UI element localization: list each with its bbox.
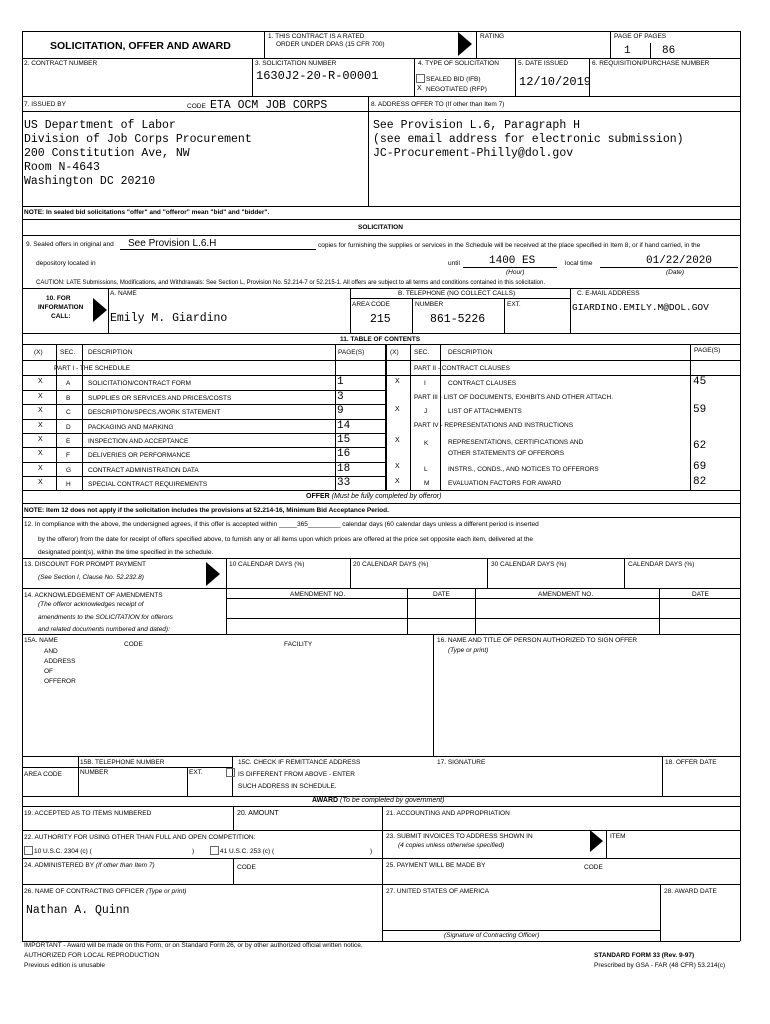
issued-code-label: CODE — [187, 103, 206, 110]
toc-mark: X — [38, 465, 43, 472]
paren-close: ) — [370, 848, 373, 855]
facility-label: FACILITY — [284, 641, 313, 648]
number-label: NUMBER — [80, 769, 109, 776]
info-label-line: CALL: — [51, 313, 71, 320]
contact-number: 861-5226 — [430, 313, 486, 326]
item9-provision: See Provision L.6.H — [128, 238, 217, 249]
local-time-label: local time — [565, 260, 593, 267]
contracting-officer-name: Nathan A. Quinn — [26, 904, 130, 917]
type-or-print-note: (Type or print) — [448, 647, 489, 654]
rating-label: RATING — [480, 33, 505, 40]
authority-label: 22. AUTHORITY FOR USING OTHER THAN FULL AND OPEN COMPETITION: — [24, 834, 256, 841]
toc-sec: F — [66, 452, 70, 459]
deadline-date: 01/22/2020 — [646, 255, 713, 267]
toc-mark: X — [38, 393, 43, 400]
toc-sec: A — [66, 380, 71, 387]
date-issued-label: 5. DATE ISSUED — [518, 60, 569, 67]
award-heading-title: AWARD — [312, 797, 339, 804]
number-label: NUMBER — [415, 301, 444, 308]
offer-heading — [306, 493, 441, 500]
toc-pages: 1 — [337, 376, 344, 388]
toc-sec: K — [424, 440, 429, 447]
toc-pages: 69 — [693, 461, 707, 473]
amendment-date-label: DATE — [433, 591, 450, 598]
item9-text: copies for furnishing the supplies or services in the Schedule will be received at the place specified in Item 8, or if hand carried, in the — [318, 242, 701, 249]
offer-date-label: 18. OFFER DATE — [665, 759, 717, 766]
toc-mark: X — [38, 378, 43, 385]
toc-mark: X — [38, 479, 43, 486]
toc-row-divider — [22, 476, 385, 477]
toc-mark: X — [38, 436, 43, 443]
toc-sec: B — [66, 395, 71, 402]
toc-pages: 82 — [693, 476, 707, 488]
remittance-checkbox[interactable] — [226, 768, 235, 777]
toc-col-sec: SEC. — [60, 349, 76, 356]
toc-sec: M — [424, 480, 430, 487]
offer-address-line: See Provision L.6, Paragraph H — [373, 119, 581, 132]
usc-253-label: 41 U.S.C. 253 (c) ( — [220, 848, 275, 855]
toc-desc: CONTRACT ADMINISTRATION DATA — [88, 467, 199, 474]
toc-desc: CONTRACT CLAUSES — [448, 380, 517, 387]
usc-2304-label: 10 U.S.C. 2304 (c) ( — [34, 848, 92, 855]
toc-part-3: PART III - LIST OF DOCUMENTS, EXHIBITS AND OTHER ATTACH. — [414, 394, 613, 401]
contract-number-label: 2. CONTRACT NUMBER — [24, 60, 98, 67]
caution-text: CAUTION: LATE Submissions, Modifications, and Withdrawals: See Section L, Provision No. 52.214-7 or 52.215-1. All offers are subject to all terms and conditions contained in this solicitation. — [36, 280, 546, 286]
discount-calendar-days: CALENDAR DAYS (%) — [628, 561, 695, 568]
item12-line: by the offeror) from the date for receipt of offers specified above, to furnish any or all items upon which prices are offered at the price set opposite each item, delivered at the — [38, 536, 533, 543]
amendment-no-label: AMENDMENT NO. — [538, 591, 594, 598]
prescribed-by: Prescribed by GSA - FAR (48 CFR) 53.214(c) — [594, 962, 726, 969]
solicitation-number-label: 3. SOLICITATION NUMBER — [255, 60, 337, 67]
toc-col-desc: DESCRIPTION — [448, 349, 493, 356]
toc-desc: DESCRIPTION/SPECS./WORK STATEMENT — [88, 409, 221, 416]
form-title: SOLICITATION, OFFER AND AWARD — [50, 40, 231, 52]
discount-30-days: 30 CALENDAR DAYS (%) — [491, 561, 567, 568]
contracting-officer-note: (Type or print) — [146, 888, 187, 895]
pointer-arrow-icon — [458, 32, 472, 56]
date-label: (Date) — [666, 269, 685, 276]
issued-address-line: US Department of Labor — [24, 119, 176, 132]
contact-email[interactable]: GIARDINO.EMILY.M@DOL.GOV — [572, 302, 709, 313]
solicitation-heading: SOLICITATION — [358, 224, 403, 231]
sealed-bid-note: NOTE: In sealed bid solicitations "offer" and "offeror" mean "bid" and "bidder". — [24, 209, 270, 216]
toc-desc: SPECIAL CONTRACT REQUIREMENTS — [88, 481, 208, 488]
toc-desc: INSTRS., CONDS., AND NOTICES TO OFFERORS — [448, 466, 599, 473]
signature-officer-note: (Signature of Contracting Officer) — [444, 932, 540, 939]
remittance-label-line: SUCH ADDRESS IN SCHEDULE. — [238, 783, 337, 790]
toc-sec: L — [424, 466, 428, 473]
amount-label: 20. AMOUNT — [237, 810, 279, 817]
toc-desc: EVALUATION FACTORS FOR AWARD — [448, 480, 562, 487]
issued-address-line: 200 Constitution Ave, NW — [24, 147, 190, 160]
payment-by-label: 25. PAYMENT WILL BE MADE BY — [386, 862, 486, 869]
page-count: 86 — [662, 45, 676, 57]
toc-col-x: (X) — [34, 349, 43, 356]
pointer-arrow-icon — [590, 830, 603, 852]
offeror-code-label: CODE — [124, 641, 143, 648]
issued-address-line: Washington DC 20210 — [24, 175, 156, 188]
telephone-label: B. TELEPHONE (NO COLLECT CALLS) — [398, 290, 516, 297]
toc-mark: X — [395, 406, 400, 413]
telephone-15b-label: 15B. TELEPHONE NUMBER — [80, 759, 165, 766]
toc-part-1: PART I - THE SCHEDULE — [54, 365, 131, 372]
toc-sec: E — [66, 438, 71, 445]
toc-desc: INSPECTION AND ACCEPTANCE — [88, 438, 189, 445]
toc-pages: 15 — [337, 434, 351, 446]
rated-order-label: 1. THIS CONTRACT IS A RATED — [268, 33, 365, 40]
ext-label: EXT. — [189, 769, 203, 776]
page-of-pages-label: PAGE OF PAGES — [614, 33, 667, 40]
toc-desc: PACKAGING AND MARKING — [88, 424, 174, 431]
offer-address-line: JC-Procurement-Philly@dol.gov — [373, 147, 574, 160]
offer-heading-title: OFFER — [306, 493, 330, 500]
remittance-label-line: 15C. CHECK IF REMITTANCE ADDRESS — [238, 759, 361, 766]
area-code-label: AREA CODE — [24, 771, 62, 778]
united-states-label: 27. UNITED STATES OF AMERICA — [386, 888, 490, 895]
toc-pages: 3 — [337, 391, 344, 403]
email-label: C. E-MAIL ADDRESS — [577, 290, 640, 297]
award-heading — [312, 797, 444, 804]
negotiated-checkbox-mark[interactable]: X — [417, 85, 422, 92]
until-label: until — [448, 260, 460, 267]
toc-pages: 33 — [337, 477, 351, 489]
contact-name-label: A. NAME — [110, 290, 137, 297]
toc-mark: X — [395, 378, 400, 385]
toc-sec: G — [66, 467, 72, 474]
payment-code-label: CODE — [584, 864, 603, 871]
toc-col-desc: DESCRIPTION — [88, 349, 133, 356]
offer-address — [373, 119, 684, 161]
discount-10-days: 10 CALENDAR DAYS (%) — [229, 561, 305, 568]
deadline-hour: 1400 ES — [489, 255, 536, 267]
item-label: ITEM — [610, 833, 626, 840]
item12-line: designated point(s), within the time specified in the schedule. — [38, 549, 214, 556]
depository-label: depository located in — [36, 260, 96, 267]
sealed-bid-checkbox[interactable] — [416, 74, 425, 83]
contact-name: Emily M. Giardino — [110, 312, 228, 325]
area-code-label: AREA CODE — [352, 301, 390, 308]
toc-mark: X — [38, 450, 43, 457]
toc-col-x: (X) — [390, 349, 399, 356]
issued-code: ETA OCM JOB CORPS — [210, 99, 328, 112]
invoice-address-label: 23. SUBMIT INVOICES TO ADDRESS SHOWN IN — [386, 833, 533, 840]
toc-col-pages: PAGE(S) — [694, 347, 721, 354]
paren-close: ) — [192, 848, 195, 855]
type-of-solicitation-label: 4. TYPE OF SOLICITATION — [418, 60, 499, 67]
date-issued: 12/10/2019 — [519, 75, 592, 89]
toc-desc: DELIVERIES OR PERFORMANCE — [88, 452, 191, 459]
toc-heading: 11. TABLE OF CONTENTS — [340, 336, 421, 343]
toc-sec: C — [66, 409, 71, 416]
toc-row-divider — [22, 433, 385, 434]
toc-pages: 9 — [337, 405, 344, 417]
hour-label: (Hour) — [506, 269, 525, 276]
contracting-officer-text: 26. NAME OF CONTRACTING OFFICER — [24, 888, 145, 895]
toc-mark: X — [38, 407, 43, 414]
toc-col-sec: SEC. — [414, 349, 430, 356]
toc-row-divider — [22, 462, 385, 463]
discount-20-days: 20 CALENDAR DAYS (%) — [353, 561, 429, 568]
signer-name-label: 16. NAME AND TITLE OF PERSON AUTHORIZED TO SIGN OFFER — [437, 637, 638, 644]
amendment-no-label: AMENDMENT NO. — [290, 591, 346, 598]
toc-mark: X — [395, 463, 400, 470]
administered-by-text: 24. ADMINISTERED BY — [24, 862, 94, 869]
offeror-label-line: OFFEROR — [44, 678, 76, 685]
toc-pages: 59 — [693, 404, 707, 416]
accepted-items-label: 19. ACCEPTED AS TO ITEMS NUMBERED — [24, 810, 152, 817]
toc-desc: SUPPLIES OR SERVICES AND PRICES/COSTS — [88, 395, 232, 402]
toc-pages: 14 — [337, 420, 351, 432]
discount-label: 13. DISCOUNT FOR PROMPT PAYMENT — [24, 561, 146, 568]
offeror-name-label: 15A. NAME — [24, 637, 58, 644]
ack-note-line: and related documents numbered and dated): — [38, 626, 170, 633]
toc-sec: I — [424, 380, 426, 387]
toc-mark: X — [38, 422, 43, 429]
toc-col-pages: PAGE(S) — [338, 349, 365, 356]
solicitation-number: 1630J2-20-R-00001 — [256, 69, 379, 83]
authorized-reproduction: AUTHORIZED FOR LOCAL REPRODUCTION — [24, 952, 160, 959]
accounting-label: 21. ACCOUNTING AND APPROPRIATION — [386, 810, 510, 817]
toc-desc: OTHER STATEMENTS OF OFFERORS — [448, 450, 565, 457]
previous-edition: Previous edition is unusable — [24, 962, 105, 969]
offer-heading-note: (Must be fully completed by offeror) — [331, 493, 442, 500]
toc-desc: LIST OF ATTACHMENTS — [448, 408, 522, 415]
requisition-number-label: 6. REQUISITION/PURCHASE NUMBER — [592, 60, 710, 67]
toc-sec: D — [66, 424, 71, 431]
toc-row-divider — [22, 404, 385, 405]
offeror-label-line: OF — [44, 668, 54, 675]
page-number: 1 — [624, 45, 631, 57]
issued-by-label: 7. ISSUED BY — [24, 101, 66, 108]
toc-pages: 45 — [693, 376, 707, 388]
amendment-date-label: DATE — [692, 591, 709, 598]
note-12: NOTE: Item 12 does not apply if the solicitation includes the provisions at 52.214-16, Minimum Bid Acceptance Period. — [24, 507, 389, 514]
administered-by-note: (If other than Item 7) — [95, 862, 155, 869]
issued-address — [24, 119, 252, 189]
item12-line: 12. In compliance with the above, the undersigned agrees, if this offer is accepted within _____365_________ calendar days (60 calendar days unless a different period is inserted — [24, 521, 539, 528]
ext-label: EXT. — [507, 301, 521, 308]
contact-area-code: 215 — [370, 313, 391, 326]
invoice-copies-note: (4 copies unless otherwise specified) — [398, 842, 505, 849]
ack-note-line: (The offeror acknowledges receipt of — [38, 601, 144, 608]
toc-pages: 18 — [337, 463, 351, 475]
info-label-line: INFORMATION — [38, 304, 84, 311]
toc-mark: X — [395, 478, 400, 485]
remittance-label-line: IS DIFFERENT FROM ABOVE - ENTER — [238, 771, 355, 778]
issued-address-line: Division of Job Corps Procurement — [24, 133, 252, 146]
usc-2304-checkbox[interactable] — [24, 846, 33, 855]
important-note: IMPORTANT - Award will be made on this Form, or on Standard Form 26, or by other authorized official written notice. — [24, 942, 363, 949]
toc-sec: J — [424, 408, 428, 415]
ack-label: 14. ACKNOWLEDGEMENT OF AMENDMENTS — [24, 592, 163, 599]
toc-sec: H — [66, 481, 71, 488]
toc-row-divider — [22, 447, 385, 448]
toc-part-2: PART II - CONTRACT CLAUSES — [414, 365, 510, 372]
signature-label: 17. SIGNATURE — [437, 759, 486, 766]
offer-address-line: (see email address for electronic submission) — [373, 133, 684, 146]
administered-by-label — [24, 862, 155, 869]
item9-label: 9. Sealed offers in original and — [26, 241, 114, 248]
address-offer-label: 8. ADDRESS OFFER TO (If other than Item 7) — [371, 101, 505, 108]
ack-note-line: amendments to the SOLICITATION for offerors — [38, 614, 173, 621]
offeror-label-line: AND — [44, 648, 58, 655]
offeror-label-line: ADDRESS — [44, 658, 76, 665]
toc-row-divider — [22, 419, 385, 420]
negotiated-label: NEGOTIATED (RFP) — [426, 86, 487, 93]
award-date-label: 28. AWARD DATE — [664, 888, 717, 895]
administered-code-label: CODE — [237, 864, 256, 871]
toc-pages: 62 — [693, 440, 707, 452]
toc-desc: SOLICITATION/CONTRACT FORM — [88, 380, 191, 387]
sealed-bid-label: SEALED BID (IFB) — [426, 76, 481, 83]
pointer-arrow-icon — [206, 562, 220, 586]
toc-pages: 16 — [337, 448, 351, 460]
toc-row-divider — [22, 390, 385, 391]
info-label-line: 10. FOR — [46, 295, 71, 302]
pointer-arrow-icon — [93, 298, 107, 322]
rated-order-label-2: ORDER UNDER DPAS (15 CFR 700) — [276, 41, 385, 48]
standard-form-label: STANDARD FORM 33 (Rev. 9-97) — [594, 952, 695, 959]
contracting-officer-label — [24, 888, 186, 895]
award-heading-note: (To be completed by government) — [340, 797, 445, 804]
toc-mark: X — [395, 437, 400, 444]
discount-note: (See Section I, Clause No. 52.232.8) — [38, 574, 144, 581]
issued-address-line: Room N-4643 — [24, 161, 100, 174]
toc-part-4: PART IV - REPRESENTATIONS AND INSTRUCTIONS — [414, 422, 574, 429]
toc-desc: REPRESENTATIONS, CERTIFICATIONS AND — [448, 439, 584, 446]
usc-253-checkbox[interactable] — [210, 846, 219, 855]
